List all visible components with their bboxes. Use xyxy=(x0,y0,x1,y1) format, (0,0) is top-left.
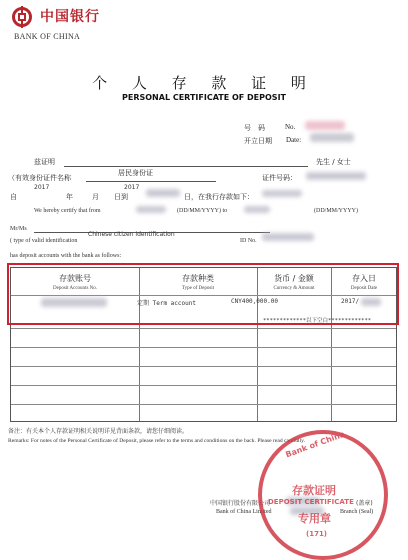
table-row-divider xyxy=(11,328,396,329)
header-account-en: Deposit Accounts No. xyxy=(52,286,98,291)
id-type-en-label: ( type of valid identification xyxy=(10,238,78,244)
blank-below-marker: *************以下空白************* xyxy=(263,318,372,324)
hereby-label: 兹证明 xyxy=(34,158,55,166)
stamp-line-2: DEPOSIT CERTIFICATE xyxy=(268,498,354,506)
to-year: 2017 xyxy=(124,184,140,191)
header-type-en: Type of Deposit xyxy=(181,286,215,291)
day-to-label: 日到 xyxy=(114,193,128,201)
seal-label-en: Branch (Seal) xyxy=(340,509,374,515)
stamp-number: (171) xyxy=(306,530,328,538)
id-type-label: （有效身份证件名称 xyxy=(8,174,71,182)
table-row-divider xyxy=(11,404,396,405)
stamp-ring-text: Bank of China xyxy=(284,429,347,460)
header-date-cn: 存入日 xyxy=(352,274,376,283)
document-title-en: PERSONAL CERTIFICATE OF DEPOSIT xyxy=(122,93,286,102)
redacted-date xyxy=(310,133,354,142)
header-date-en: Deposit Date xyxy=(350,286,378,291)
certify-text: We hereby certify that from xyxy=(34,208,101,214)
table-row-divider xyxy=(11,385,396,386)
redacted-number xyxy=(305,121,345,130)
header-amount-cn: 货币 / 金额 xyxy=(274,274,314,283)
bank-logo-square xyxy=(18,13,26,21)
id-type-value: 居民身份证 xyxy=(118,169,153,177)
redacted-id-number xyxy=(306,172,366,180)
deposit-amount-value: CNY400,000.00 xyxy=(231,298,278,305)
deposit-date-value: 2017/ xyxy=(341,298,360,305)
branch-name-en: Bank of China Limited xyxy=(216,509,272,515)
bank-deposit-label: 日，在我行存款如下： xyxy=(184,193,254,201)
remarks-en: Remarks: For notes of the Personal Certificate of Deposit, please refer to the terms and conditions on the back. Please read carefully. xyxy=(8,438,305,444)
id-no-en-label: ID No. xyxy=(240,238,257,244)
id-type-en-value: Chinese citizen identification xyxy=(88,231,175,238)
from-label: 自 xyxy=(10,193,17,201)
year-label: 年 xyxy=(66,193,73,201)
seal-label-cn: (盖章) xyxy=(356,500,373,507)
stamp-line-1: 存款证明 xyxy=(292,484,336,497)
redacted-to-date-en xyxy=(244,206,270,213)
gender-label: 先生 / 女士 xyxy=(316,158,351,166)
table-row-divider xyxy=(11,347,396,348)
stamp-line-3: 专用章 xyxy=(298,512,331,525)
redacted-from-date-en xyxy=(136,206,166,213)
redacted-id-no-en xyxy=(262,233,314,241)
redacted-misc xyxy=(262,190,302,197)
bank-name-en: BANK OF CHINA xyxy=(14,32,81,41)
deposit-type-value: 定期 Term account xyxy=(137,300,196,307)
number-label-cn: 号 码 xyxy=(244,124,265,132)
bank-seal-stamp xyxy=(258,430,388,560)
number-label-en: No. xyxy=(285,123,296,131)
id-type-underline xyxy=(86,181,216,182)
header-account-cn: 存款账号 xyxy=(59,274,91,283)
remarks-cn: 备注：有关本个人存款证明相关说明详见背面条款，请您仔细阅读。 xyxy=(8,428,189,435)
document-title-cn: 个 人 存 款 证 明 xyxy=(92,74,316,92)
highlight-box xyxy=(7,263,399,325)
table-row-divider xyxy=(11,366,396,367)
bank-name-cn: 中国银行 xyxy=(40,9,100,25)
accounts-text: has deposit accounts with the bank as follows: xyxy=(10,253,122,259)
name-underline xyxy=(64,166,308,167)
from-year: 2017 xyxy=(34,184,50,191)
redacted-to-date xyxy=(146,189,180,197)
month-label: 月 xyxy=(92,193,99,201)
ddmm-end: (DD/MM/YYYY) xyxy=(314,208,358,214)
date-label-en: Date: xyxy=(286,136,302,144)
header-type-cn: 存款种类 xyxy=(182,274,214,283)
id-number-label: 证件号码： xyxy=(262,174,297,182)
ddmm-to: (DD/MM/YYYY) to xyxy=(177,208,228,214)
header-amount-en: Currency & Amount xyxy=(273,286,315,291)
date-label-cn: 开立日期 xyxy=(244,137,272,145)
mr-ms-label: Mr/Ms xyxy=(10,226,27,232)
branch-name-cn: 中国银行股份有限公司 xyxy=(210,500,271,507)
